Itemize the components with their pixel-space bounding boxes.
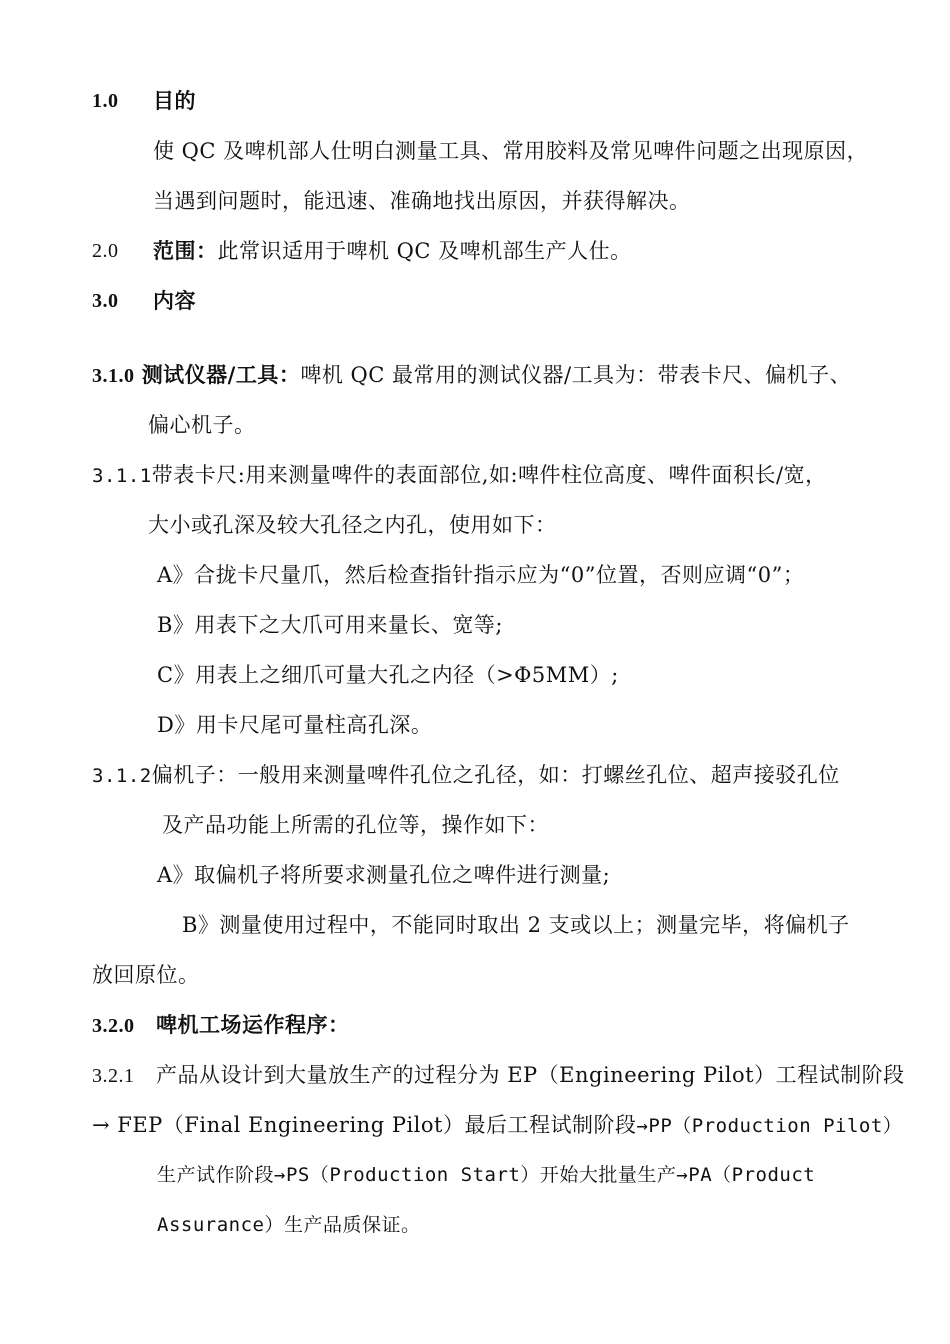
- section-320-line: [92, 1011, 350, 1040]
- section-312-number: 3.1.2: [92, 765, 152, 787]
- section-321-text: 产品从设计到大量放生产的过程分为 EP（Engineering Pilot）工程试制阶段: [156, 1063, 905, 1087]
- section-2-text: 此常识适用于啤机 QC 及啤机部生产人仕。: [217, 239, 632, 263]
- section-3-number: 3.0: [92, 290, 119, 312]
- section-320-number: 3.2.0: [92, 1015, 135, 1037]
- section-2-line: [153, 237, 632, 265]
- section-321-line-2: [92, 1111, 902, 1140]
- section-321-line-3: 生产试作阶段→PS（Production Start）开始大批量生产→PA（Product: [157, 1164, 816, 1186]
- section-321-line-4: Assurance）生产品质保证。: [157, 1214, 421, 1236]
- section-310-text: 啤机 QC 最常用的测试仪器/工具为：带表卡尺、偏机子、: [300, 363, 852, 387]
- section-312-item-b: B》测量使用过程中，不能同时取出 2 支或以上；测量完毕，将偏机子: [182, 913, 850, 937]
- section-321-line-1: [92, 1061, 905, 1090]
- section-3-title: 内容: [153, 288, 196, 313]
- section-1-title: 目的: [153, 88, 196, 113]
- section-310-line-1: [92, 361, 851, 390]
- section-2-number: 2.0: [92, 240, 119, 262]
- section-320-title: 啤机工场运作程序：: [156, 1012, 350, 1037]
- section-1-text-line-2: 当遇到问题时，能迅速、准确地找出原因，并获得解决。: [153, 189, 691, 213]
- section-312-line-2: 及产品功能上所需的孔位等，操作如下：: [162, 813, 549, 837]
- section-312-line-1: [92, 761, 840, 790]
- section-321-number: 3.2.1: [92, 1065, 135, 1087]
- section-321-text-2a: → FEP（Final Engineering Pilot）最后工程试制阶段: [92, 1113, 637, 1137]
- section-310-line-2: 偏心机子。: [148, 413, 256, 437]
- section-311-text: 带表卡尺:用来测量啤件的表面部位,如:啤件柱位高度、啤件面积长/宽，: [151, 463, 827, 487]
- section-312-item-a: A》取偏机子将所要求测量孔位之啤件进行测量;: [157, 863, 611, 887]
- section-310-number: 3.1.0: [92, 365, 135, 387]
- section-311-line-1: [92, 461, 827, 490]
- section-312-text: 偏机子：一般用来测量啤件孔位之孔径，如：打螺丝孔位、超声接驳孔位: [151, 763, 840, 787]
- section-311-item-c: C》用表上之细爪可量大孔之内径（>Φ5MM）;: [157, 663, 619, 687]
- section-311-item-d: D》用卡尺尾可量柱高孔深。: [157, 713, 433, 737]
- section-311-line-2: 大小或孔深及较大孔径之内孔，使用如下：: [148, 513, 557, 537]
- section-1-number: 1.0: [92, 90, 119, 112]
- section-311-item-b: B》用表下之大爪可用来量长、宽等;: [157, 613, 504, 637]
- section-311-number: 3.1.1: [92, 465, 152, 487]
- section-311-item-a: A》合拢卡尺量爪，然后检查指针指示应为“0”位置，否则应调“0”；: [157, 563, 805, 587]
- section-2-label: 范围：: [153, 238, 218, 263]
- section-310-label: 测试仪器/工具：: [141, 362, 301, 387]
- section-321-text-2b: →PP（Production Pilot）: [636, 1115, 903, 1137]
- section-1-text-line-1: 使 QC 及啤机部人仕明白测量工具、常用胶料及常见啤件问题之出现原因，: [153, 139, 869, 163]
- section-312-item-b-cont: 放回原位。: [92, 963, 200, 987]
